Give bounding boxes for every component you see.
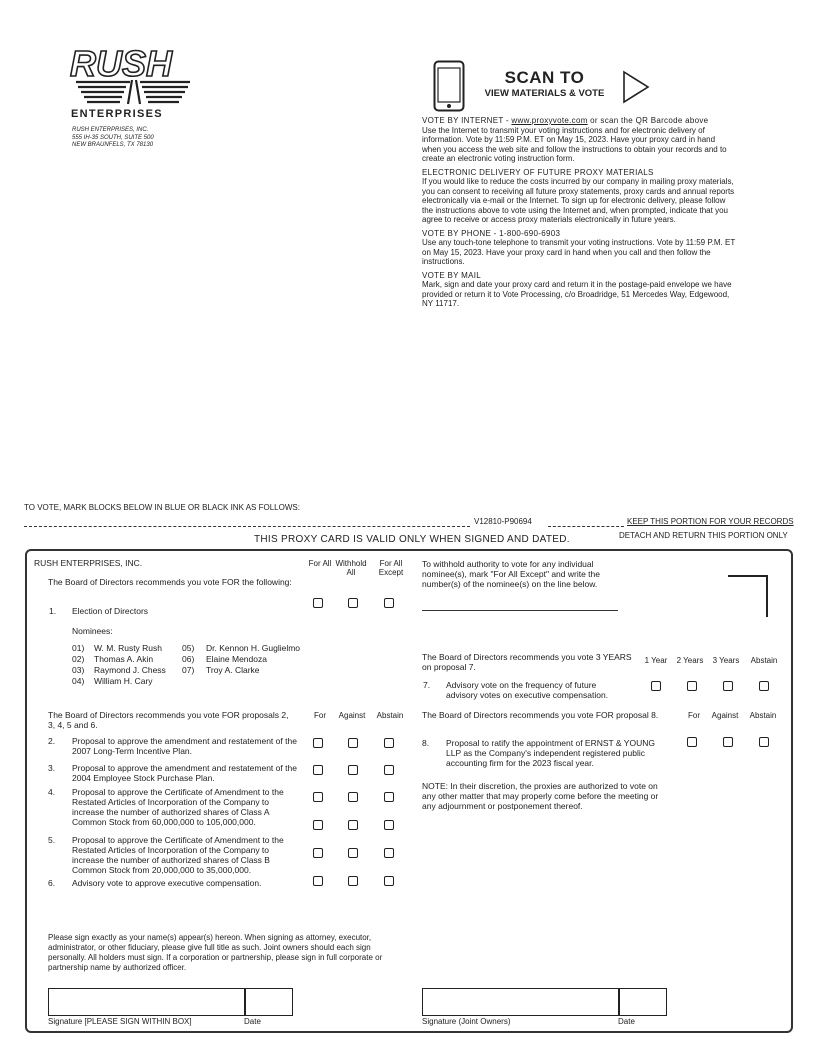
checkbox-item7-abstain[interactable] bbox=[759, 681, 769, 691]
joint-signature-label: Signature (Joint Owners) bbox=[422, 1017, 511, 1026]
checkbox-item1-for-all-except[interactable] bbox=[384, 598, 394, 608]
checkbox-item8-for[interactable] bbox=[687, 737, 697, 747]
joint-date-box[interactable] bbox=[618, 988, 667, 1016]
nominee-05: 05) Dr. Kennon H. Guglielmo bbox=[182, 643, 301, 653]
checkbox-item2-for[interactable] bbox=[313, 738, 323, 748]
internet-heading: VOTE BY INTERNET - www.proxyvote.com or scan the QR Barcode above bbox=[422, 116, 709, 125]
scan-to-block bbox=[472, 68, 617, 99]
voting-instructions bbox=[422, 116, 736, 309]
checkbox-item6-for[interactable] bbox=[313, 876, 323, 886]
logo-word: RUSH bbox=[70, 43, 173, 84]
scan-subtitle: VIEW MATERIALS & VOTE bbox=[484, 88, 605, 99]
vote-mark-text: TO VOTE, MARK BLOCKS BELOW IN BLUE OR BLACK INK AS FOLLOWS: bbox=[24, 503, 300, 512]
board-rec-1: The Board of Directors recommends you vote FOR the following: bbox=[48, 577, 292, 587]
checkbox-item2-abstain[interactable] bbox=[384, 738, 394, 748]
col-1-year: 1 Year bbox=[644, 656, 668, 665]
nominee-02: 02) Thomas A. Akin bbox=[72, 654, 154, 664]
col-abstain-7: Abstain bbox=[750, 656, 778, 665]
item8-num: 8. bbox=[422, 738, 430, 748]
checkbox-item4-abstain[interactable] bbox=[384, 792, 394, 802]
discretion-note: NOTE: In their discretion, the proxies are authorized to vote on any other matter that may properly come before the meeting or any adjournment or postponement thereof. bbox=[422, 781, 659, 811]
item1-label: Election of Directors bbox=[72, 606, 149, 616]
signature-box[interactable] bbox=[48, 988, 246, 1016]
address-line-1: RUSH ENTERPRISES, INC. bbox=[72, 127, 149, 133]
valid-notice: THIS PROXY CARD IS VALID ONLY WHEN SIGNED AND DATED. bbox=[254, 534, 570, 545]
checkbox-item7-3-years[interactable] bbox=[723, 681, 733, 691]
col-abstain-8: Abstain bbox=[749, 711, 777, 720]
checkbox-item5-for[interactable] bbox=[313, 848, 323, 858]
mail-body: Mark, sign and date your proxy card and return it in the postage-paid envelope we have provided or return it to Vote Processing, c/o Broadridge, 51 Mercedes Way, Edgewood, NY 11717. bbox=[422, 280, 732, 308]
item7-label: Advisory vote on the frequency of future advisory votes on executive compensation. bbox=[446, 680, 609, 700]
checkbox-item7-2-years[interactable] bbox=[687, 681, 697, 691]
address-line-2: 555 IH-35 SOUTH, SUITE 500 bbox=[72, 134, 154, 141]
checkbox-item1-for-all[interactable] bbox=[313, 598, 323, 608]
internet-body: Use the Internet to transmit your voting instructions and for electronic delivery of information. Vote by 11:59 P.M. ET on May 15, 2023. Have your proxy card in hand when you access the web site and follow the instructions to obtain your records and to create an electronic voting instruction form. bbox=[422, 125, 727, 163]
item7-num: 7. bbox=[423, 680, 431, 690]
col-for-8: For bbox=[688, 711, 700, 720]
board-rec-2: The Board of Directors recommends you vote FOR proposals 2, 3, 4, 5 and 6. bbox=[48, 710, 289, 730]
play-arrow-icon bbox=[622, 70, 650, 109]
item5-label: Proposal to approve the Certificate of Amendment to the Restated Articles of Incorporation of the Company to increase the number of authorized shares of Class B Common Stock from 20,000,000 to 35,000,000. bbox=[72, 835, 284, 875]
card-company: RUSH ENTERPRISES, INC. bbox=[34, 558, 143, 568]
checkbox-item4-against[interactable] bbox=[348, 792, 358, 802]
company-address bbox=[72, 127, 154, 150]
item4-num: 4. bbox=[48, 787, 56, 797]
checkbox-item1-withhold-all[interactable] bbox=[348, 598, 358, 608]
checkbox-item8-against[interactable] bbox=[723, 737, 733, 747]
detach-text: DETACH AND RETURN THIS PORTION ONLY bbox=[619, 531, 788, 540]
nominee-07: 07) Troy A. Clarke bbox=[182, 665, 260, 675]
logo-sub: ENTERPRISES bbox=[71, 108, 163, 120]
board-rec-7: The Board of Directors recommends you vote 3 YEARS on proposal 7. bbox=[422, 652, 632, 672]
col-2-years: 2 Years bbox=[676, 656, 704, 665]
item6-num: 6. bbox=[48, 878, 56, 888]
item1-num: 1. bbox=[49, 606, 57, 616]
checkbox-item2-against[interactable] bbox=[348, 738, 358, 748]
item5-num: 5. bbox=[48, 835, 56, 845]
tear-line-mid bbox=[548, 526, 624, 527]
address-line-3: NEW BRAUNFELS, TX 78130 bbox=[72, 142, 154, 148]
col-for-all-except: For All Except bbox=[378, 559, 404, 577]
col-abstain: Abstain bbox=[376, 711, 404, 720]
phone-heading: VOTE BY PHONE - 1-800-690-6903 bbox=[422, 228, 561, 238]
col-3-years: 3 Years bbox=[712, 656, 740, 665]
company-logo bbox=[68, 42, 198, 120]
nominee-number-line[interactable] bbox=[422, 610, 618, 611]
phone-icon bbox=[433, 60, 465, 117]
checkbox-item8-abstain[interactable] bbox=[759, 737, 769, 747]
nominees-label: Nominees: bbox=[72, 626, 113, 636]
nominee-06: 06) Elaine Mendoza bbox=[182, 654, 267, 664]
scan-title: SCAN TO bbox=[504, 68, 585, 87]
board-rec-8: The Board of Directors recommends you vote FOR proposal 8. bbox=[422, 710, 659, 720]
checkbox-extra-for[interactable] bbox=[313, 820, 323, 830]
checkbox-item4-for[interactable] bbox=[313, 792, 323, 802]
item2-num: 2. bbox=[48, 736, 56, 746]
date-box[interactable] bbox=[244, 988, 293, 1016]
corner-mark bbox=[728, 575, 768, 617]
keep-portion-text: KEEP THIS PORTION FOR YOUR RECORDS bbox=[627, 517, 794, 526]
proxyvote-link[interactable]: www.proxyvote.com bbox=[511, 116, 588, 125]
checkbox-item6-against[interactable] bbox=[348, 876, 358, 886]
date-label: Date bbox=[244, 1017, 261, 1026]
col-for-all: For All bbox=[308, 559, 332, 568]
withhold-note: To withhold authority to vote for any individual nominee(s), mark "For All Except" and write the number(s) of the nominee(s) on the line below. bbox=[422, 559, 600, 589]
item3-num: 3. bbox=[48, 763, 56, 773]
nominee-04: 04) William H. Cary bbox=[72, 676, 153, 686]
joint-signature-box[interactable] bbox=[422, 988, 620, 1016]
phone-body: Use any touch-tone telephone to transmit your voting instructions. Vote by 11:59 P.M. ET on May 15, 2023. Have your proxy card in hand when you call and then follow the instructions. bbox=[422, 238, 736, 266]
checkbox-extra-abstain[interactable] bbox=[384, 820, 394, 830]
item8-label: Proposal to ratify the appointment of ERNST & YOUNG LLP as the Company's independent registered public accounting firm for the 2023 fiscal year. bbox=[446, 738, 655, 768]
logo-graphic bbox=[68, 42, 198, 120]
checkbox-extra-against[interactable] bbox=[348, 820, 358, 830]
checkbox-item3-for[interactable] bbox=[313, 765, 323, 775]
checkbox-item6-abstain[interactable] bbox=[384, 876, 394, 886]
item3-label: Proposal to approve the amendment and restatement of the 2004 Employee Stock Purchase Plan. bbox=[72, 763, 297, 783]
item6-label: Advisory vote to approve executive compensation. bbox=[72, 878, 262, 888]
control-code: V12810-P90694 bbox=[474, 517, 532, 526]
checkbox-item3-against[interactable] bbox=[348, 765, 358, 775]
sign-instructions: Please sign exactly as your name(s) appear(s) hereon. When signing as attorney, executor, administrator, or other fiduciary, please give full title as such. Joint owners should each sign personally. All holders must sign. If a corporation or partnership, please sign in full corporate or partnership name by authorized officer. bbox=[48, 933, 383, 972]
col-against-8: Against bbox=[711, 711, 739, 720]
electronic-heading: ELECTRONIC DELIVERY OF FUTURE PROXY MATERIALS bbox=[422, 167, 654, 177]
mail-heading: VOTE BY MAIL bbox=[422, 270, 482, 280]
item2-label: Proposal to approve the amendment and restatement of the 2007 Long-Term Incentive Plan. bbox=[72, 736, 297, 756]
col-for: For bbox=[314, 711, 326, 720]
nominee-01: 01) W. M. Rusty Rush bbox=[72, 643, 163, 653]
col-against: Against bbox=[338, 711, 366, 720]
signature-label: Signature [PLEASE SIGN WITHIN BOX] bbox=[48, 1017, 192, 1026]
item4-label: Proposal to approve the Certificate of Amendment to the Restated Articles of Incorporation of the Company to increase the number of authorized shares of Class A Common Stock from 60,000,000 to 105,000,000. bbox=[72, 787, 284, 827]
col-withhold-all: Withhold All bbox=[335, 559, 367, 577]
checkbox-item3-abstain[interactable] bbox=[384, 765, 394, 775]
nominee-03: 03) Raymond J. Chess bbox=[72, 665, 166, 675]
joint-date-label: Date bbox=[618, 1017, 635, 1026]
electronic-body: If you would like to reduce the costs incurred by our company in mailing proxy materials, you can consent to receiving all future proxy statements, proxy cards and annual reports electronically via e-mail or the Internet. To sign up for electronic delivery, please follow the instructions above to vote using the Internet and, when prompted, indicate that you agree to receive or access proxy materials electronically in future years. bbox=[422, 177, 735, 224]
checkbox-item5-against[interactable] bbox=[348, 848, 358, 858]
tear-line-left bbox=[24, 526, 470, 527]
checkbox-item5-abstain[interactable] bbox=[384, 848, 394, 858]
checkbox-item7-1-year[interactable] bbox=[651, 681, 661, 691]
